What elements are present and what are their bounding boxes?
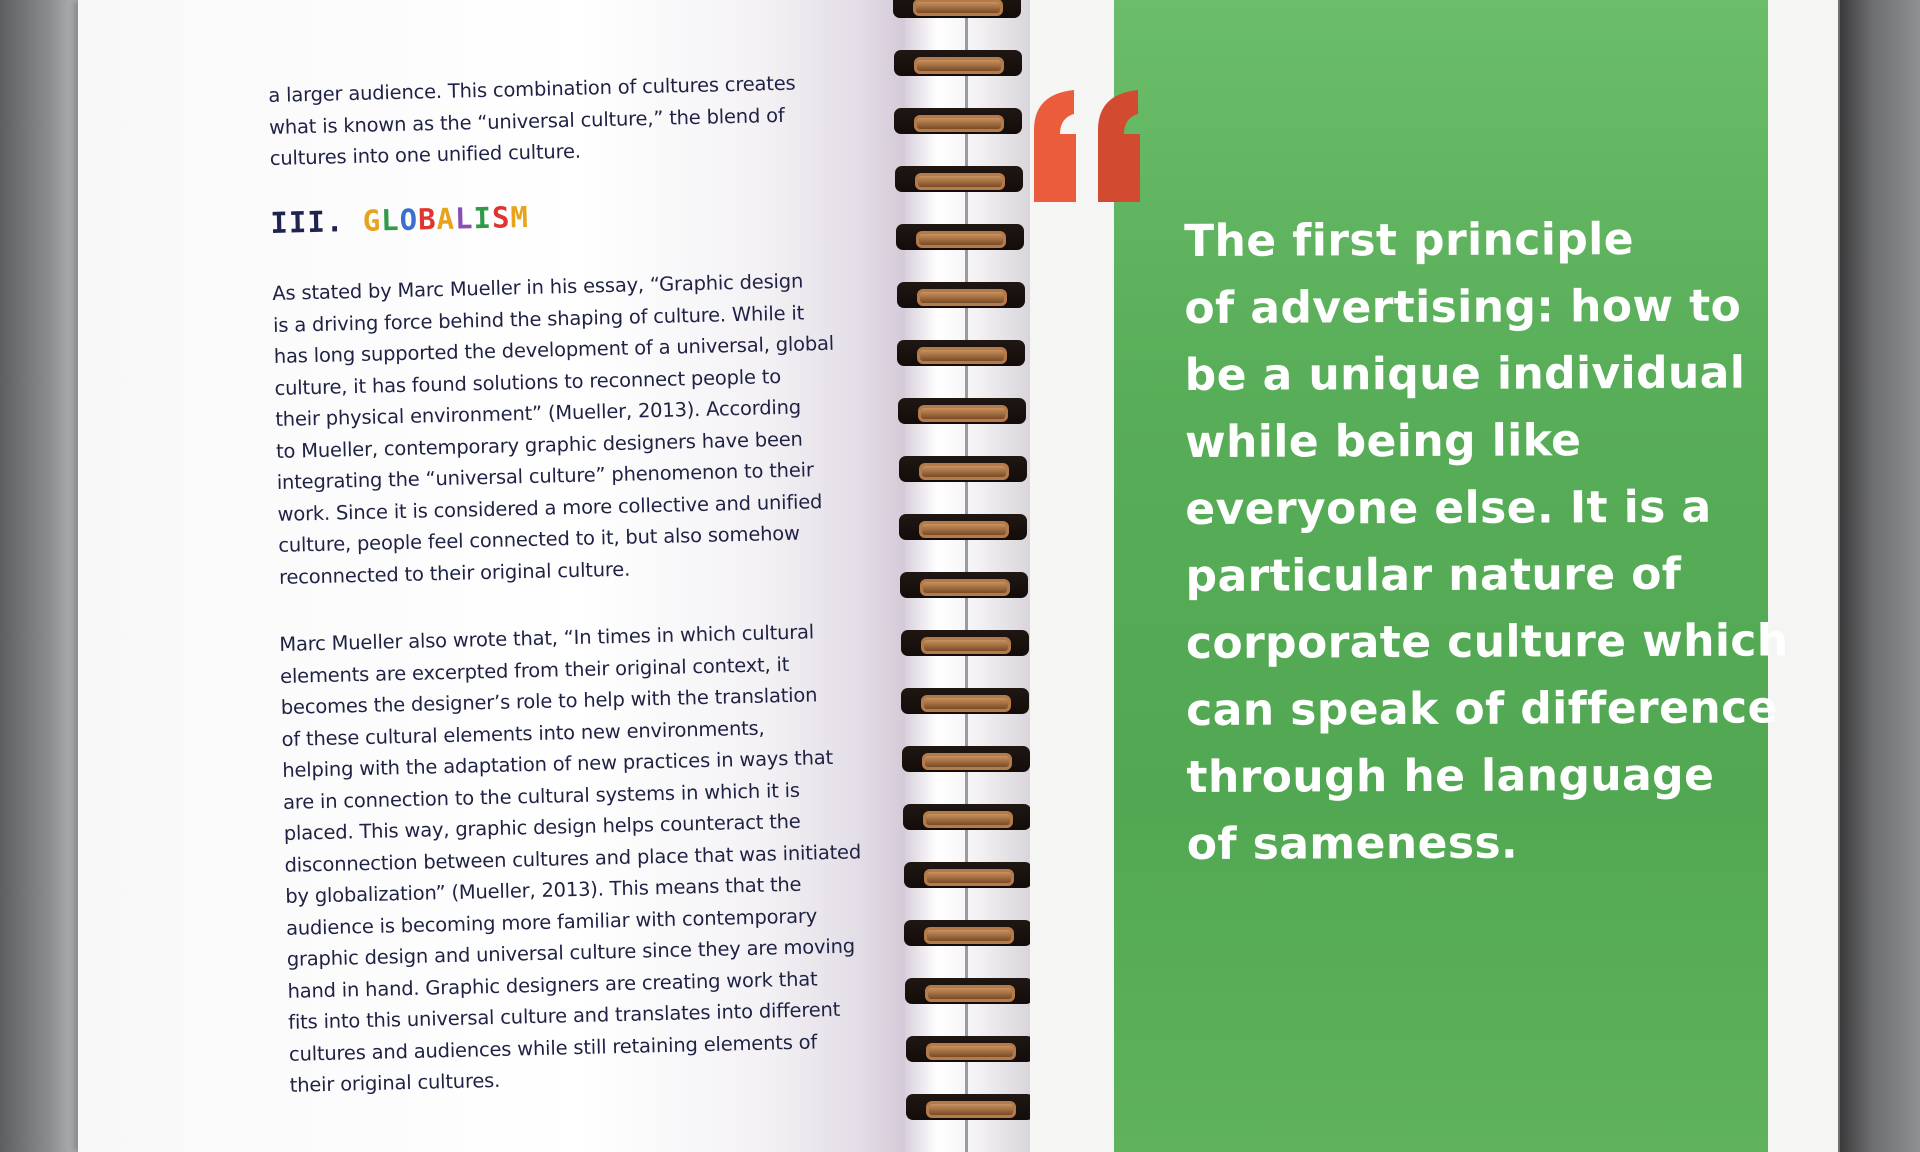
heading-letter: I (288, 205, 308, 240)
quote-line: The first principle (1184, 214, 1635, 267)
text-line: placed. This way, graphic design helps counteract the (283, 809, 801, 845)
heading-letter: I (306, 204, 327, 240)
binding-coil (906, 1036, 1034, 1062)
scanner-background-left (0, 0, 80, 1152)
heading-letter: L (454, 201, 474, 236)
text-line: is a driving force behind the shaping of culture. While it (272, 300, 805, 337)
binding-coil (901, 688, 1029, 714)
text-line: disconnection between cultures and place that was initiated (284, 839, 862, 877)
binding-coil (898, 398, 1026, 424)
quote-mark-icon (1028, 90, 1154, 202)
paragraph-2 (279, 615, 867, 1101)
quote-line: be a unique individual (1184, 347, 1746, 401)
scanner-background-right (1840, 0, 1920, 1152)
binding-coil (901, 630, 1029, 656)
quote-line: corporate culture which (1185, 615, 1789, 669)
heading-letter: . (325, 204, 345, 239)
binding-coil (899, 456, 1027, 482)
text-line: culture, people feel connected to it, but also somehow (278, 521, 800, 557)
text-line: by globalization” (Mueller, 2013). This means that the (285, 872, 802, 908)
text-line: audience is becoming more familiar with contemporary (285, 903, 818, 940)
text-line: hand in hand. Graphic designers are creating work that (287, 966, 818, 1003)
section-heading (270, 200, 529, 240)
heading-letter (344, 204, 363, 238)
text-line: cultures and audiences while still retaining elements of (288, 1029, 818, 1066)
paragraph-1 (272, 265, 840, 593)
intro-paragraph (268, 68, 797, 175)
binding-coil (904, 862, 1032, 888)
binding-coil (896, 224, 1024, 250)
text-line: a larger audience. This combination of cultures creates (268, 71, 796, 107)
text-line: integrating the “universal culture” phenomenon to their (276, 458, 814, 494)
heading-letter: B (417, 202, 437, 237)
text-line: reconnected to their original culture. (278, 557, 631, 589)
heading-letter: L (380, 202, 401, 238)
binding-coil (904, 920, 1032, 946)
quote-line: of advertising: how to (1184, 280, 1742, 334)
text-line: to Mueller, contemporary graphic designers have been (275, 427, 803, 463)
text-line: culture, it has found solutions to reconnect people to (274, 364, 782, 400)
heading-letter: I (270, 205, 290, 240)
text-line: what is known as the “universal culture,” the blend of (268, 103, 785, 139)
binding-coil (897, 340, 1025, 366)
binding-coil (902, 746, 1030, 772)
binding-coil (894, 108, 1022, 134)
quote-line: everyone else. It is a (1185, 481, 1712, 535)
binding-coil (906, 1094, 1034, 1120)
binding-coil (900, 572, 1028, 598)
text-line: of these cultural elements into new environments, (281, 716, 765, 751)
binding-coil (897, 282, 1025, 308)
text-line: cultures into one unified culture. (269, 139, 582, 170)
binding-coil (905, 978, 1033, 1004)
quote-line: through he language (1186, 749, 1715, 803)
text-line: fits into this universal culture and translates into different (287, 997, 841, 1034)
heading-letter: A (436, 201, 456, 237)
quote-line: particular nature of (1185, 548, 1682, 602)
text-line: becomes the designer’s role to help with the translation (280, 683, 818, 719)
text-line: are in connection to the cultural systems in which it is (282, 778, 801, 814)
heading-letter: M (510, 199, 530, 235)
binding-coil (893, 0, 1021, 18)
text-line: work. Since it is considered a more collective and unified (277, 489, 823, 526)
text-line: helping with the adaptation of new practices in ways that (282, 745, 834, 782)
quote-mark-left (1034, 90, 1076, 202)
binding-coil (894, 50, 1022, 76)
quote-line: while being like (1184, 415, 1582, 468)
quote-mark-right (1098, 90, 1140, 202)
text-line: As stated by Marc Mueller in his essay, “Graphic design (272, 269, 804, 305)
binding-coil (903, 804, 1031, 830)
text-line: their original cultures. (289, 1068, 501, 1097)
heading-letter: O (399, 202, 419, 237)
binding-coil (899, 514, 1027, 540)
text-line: has long supported the development of a universal, global (273, 331, 835, 368)
pull-quote (1184, 205, 1790, 878)
quote-line: of sameness. (1186, 817, 1519, 870)
quote-line: can speak of difference (1186, 682, 1778, 736)
text-line: elements are excerpted from their original context, it (279, 652, 790, 688)
heading-letter: G (362, 203, 382, 238)
heading-letter: I (473, 200, 493, 236)
text-line: their physical environment” (Mueller, 2013). According (275, 395, 802, 431)
binding-coil (895, 166, 1023, 192)
heading-letter: S (491, 200, 511, 235)
text-line: Marc Mueller also wrote that, “In times in which cultural (279, 620, 815, 656)
text-line: graphic design and universal culture since they are moving (286, 934, 856, 971)
